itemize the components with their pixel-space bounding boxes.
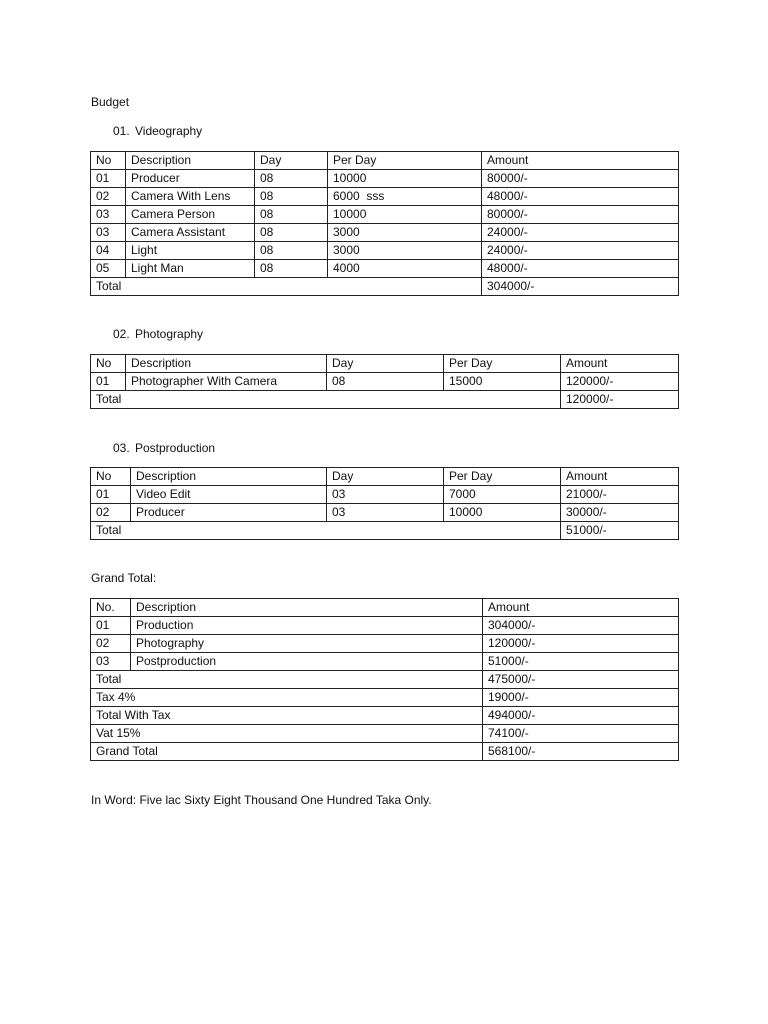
summary-row	[91, 725, 679, 743]
row-day: 08	[255, 206, 328, 224]
postproduction-table	[90, 467, 679, 540]
row-no: 02	[91, 188, 126, 206]
row-amount: 120000/-	[561, 373, 679, 391]
photography-table	[90, 354, 679, 409]
row-day: 08	[327, 373, 444, 391]
section-heading-videography	[113, 124, 202, 138]
header-cell: No	[91, 468, 131, 486]
amount-in-words: In Word: Five lac Sixty Eight Thousand One Hundred Taka Only.	[91, 793, 432, 807]
header-cell: Per Day	[444, 355, 561, 373]
row-per-day: 10000	[444, 504, 561, 522]
row-day: 03	[327, 486, 444, 504]
row-per-day: 15000	[444, 373, 561, 391]
row-no: 01	[91, 373, 126, 391]
row-description: Producer	[131, 504, 327, 522]
row-no: 01	[91, 170, 126, 188]
grand-total-heading: Grand Total:	[91, 571, 157, 585]
table-row	[91, 206, 679, 224]
table-row	[91, 486, 679, 504]
total-label: Total	[91, 391, 561, 409]
table-header-row	[91, 599, 679, 617]
row-per-day: 10000	[328, 206, 482, 224]
row-no: 02	[91, 635, 131, 653]
row-day: 03	[327, 504, 444, 522]
summary-label: Grand Total	[91, 743, 483, 761]
row-description: Production	[131, 617, 483, 635]
row-per-day: 7000	[444, 486, 561, 504]
header-cell: No	[91, 152, 126, 170]
summary-row	[91, 689, 679, 707]
total-label: Total	[91, 278, 482, 296]
row-amount: 48000/-	[482, 260, 679, 278]
table-header-row	[91, 355, 679, 373]
summary-label: Tax 4%	[91, 689, 483, 707]
table-row	[91, 260, 679, 278]
total-label: Total	[91, 522, 561, 540]
section-title: Postproduction	[135, 441, 216, 455]
section-title: Photography	[135, 327, 204, 341]
row-day: 08	[255, 188, 328, 206]
header-cell: Day	[327, 468, 444, 486]
table-row	[91, 653, 679, 671]
row-description: Postproduction	[131, 653, 483, 671]
header-cell: No	[91, 355, 126, 373]
row-amount: 24000/-	[482, 224, 679, 242]
row-description: Video Edit	[131, 486, 327, 504]
row-no: 01	[91, 617, 131, 635]
total-amount: 304000/-	[482, 278, 679, 296]
summary-row	[91, 707, 679, 725]
row-description: Camera Assistant	[126, 224, 255, 242]
header-cell: Day	[327, 355, 444, 373]
document-title: Budget	[91, 95, 130, 109]
summary-label: Total With Tax	[91, 707, 483, 725]
row-amount: 304000/-	[483, 617, 679, 635]
row-day: 08	[255, 224, 328, 242]
row-per-day: 4000	[328, 260, 482, 278]
row-description: Light	[126, 242, 255, 260]
grand-total-table	[90, 598, 679, 761]
table-row	[91, 635, 679, 653]
summary-row	[91, 743, 679, 761]
summary-row	[91, 671, 679, 689]
header-cell: Description	[126, 355, 327, 373]
row-description: Light Man	[126, 260, 255, 278]
row-day: 08	[255, 170, 328, 188]
row-no: 02	[91, 504, 131, 522]
row-no: 03	[91, 224, 126, 242]
row-description: Producer	[126, 170, 255, 188]
section-number: 02.	[113, 327, 130, 341]
table-total-row	[91, 278, 679, 296]
header-cell: Description	[126, 152, 255, 170]
row-no: 03	[91, 653, 131, 671]
row-no: 03	[91, 206, 126, 224]
summary-label: Total	[91, 671, 483, 689]
header-cell: Amount	[482, 152, 679, 170]
header-cell: Amount	[483, 599, 679, 617]
row-description: Camera With Lens	[126, 188, 255, 206]
row-amount: 120000/-	[483, 635, 679, 653]
row-per-day: 3000	[328, 224, 482, 242]
row-amount: 24000/-	[482, 242, 679, 260]
header-cell: Per Day	[328, 152, 482, 170]
table-header-row	[91, 152, 679, 170]
table-total-row	[91, 391, 679, 409]
row-amount: 51000/-	[483, 653, 679, 671]
table-row	[91, 170, 679, 188]
row-per-day: 6000 sss	[328, 188, 482, 206]
total-amount: 120000/-	[561, 391, 679, 409]
header-cell: Per Day	[444, 468, 561, 486]
row-description: Photography	[131, 635, 483, 653]
summary-amount: 475000/-	[483, 671, 679, 689]
row-amount: 30000/-	[561, 504, 679, 522]
row-amount: 48000/-	[482, 188, 679, 206]
row-day: 08	[255, 242, 328, 260]
section-title: Videography	[135, 124, 203, 138]
row-amount: 80000/-	[482, 206, 679, 224]
table-row	[91, 242, 679, 260]
summary-amount: 568100/-	[483, 743, 679, 761]
row-per-day: 3000	[328, 242, 482, 260]
summary-amount: 74100/-	[483, 725, 679, 743]
section-heading-photography	[113, 327, 203, 341]
summary-amount: 494000/-	[483, 707, 679, 725]
row-amount: 21000/-	[561, 486, 679, 504]
row-no: 01	[91, 486, 131, 504]
table-row	[91, 617, 679, 635]
row-amount: 80000/-	[482, 170, 679, 188]
total-amount: 51000/-	[561, 522, 679, 540]
row-day: 08	[255, 260, 328, 278]
header-cell: Description	[131, 468, 327, 486]
table-row	[91, 504, 679, 522]
row-description: Camera Person	[126, 206, 255, 224]
section-number: 01.	[113, 124, 130, 138]
header-cell: Day	[255, 152, 328, 170]
videography-table	[90, 151, 679, 296]
table-total-row	[91, 522, 679, 540]
header-cell: No.	[91, 599, 131, 617]
table-header-row	[91, 468, 679, 486]
summary-amount: 19000/-	[483, 689, 679, 707]
header-cell: Description	[131, 599, 483, 617]
summary-label: Vat 15%	[91, 725, 483, 743]
table-row	[91, 224, 679, 242]
table-row	[91, 373, 679, 391]
row-no: 04	[91, 242, 126, 260]
table-row	[91, 188, 679, 206]
section-heading-postproduction	[113, 441, 215, 455]
row-no: 05	[91, 260, 126, 278]
row-per-day: 10000	[328, 170, 482, 188]
row-description: Photographer With Camera	[126, 373, 327, 391]
header-cell: Amount	[561, 468, 679, 486]
section-number: 03.	[113, 441, 130, 455]
header-cell: Amount	[561, 355, 679, 373]
